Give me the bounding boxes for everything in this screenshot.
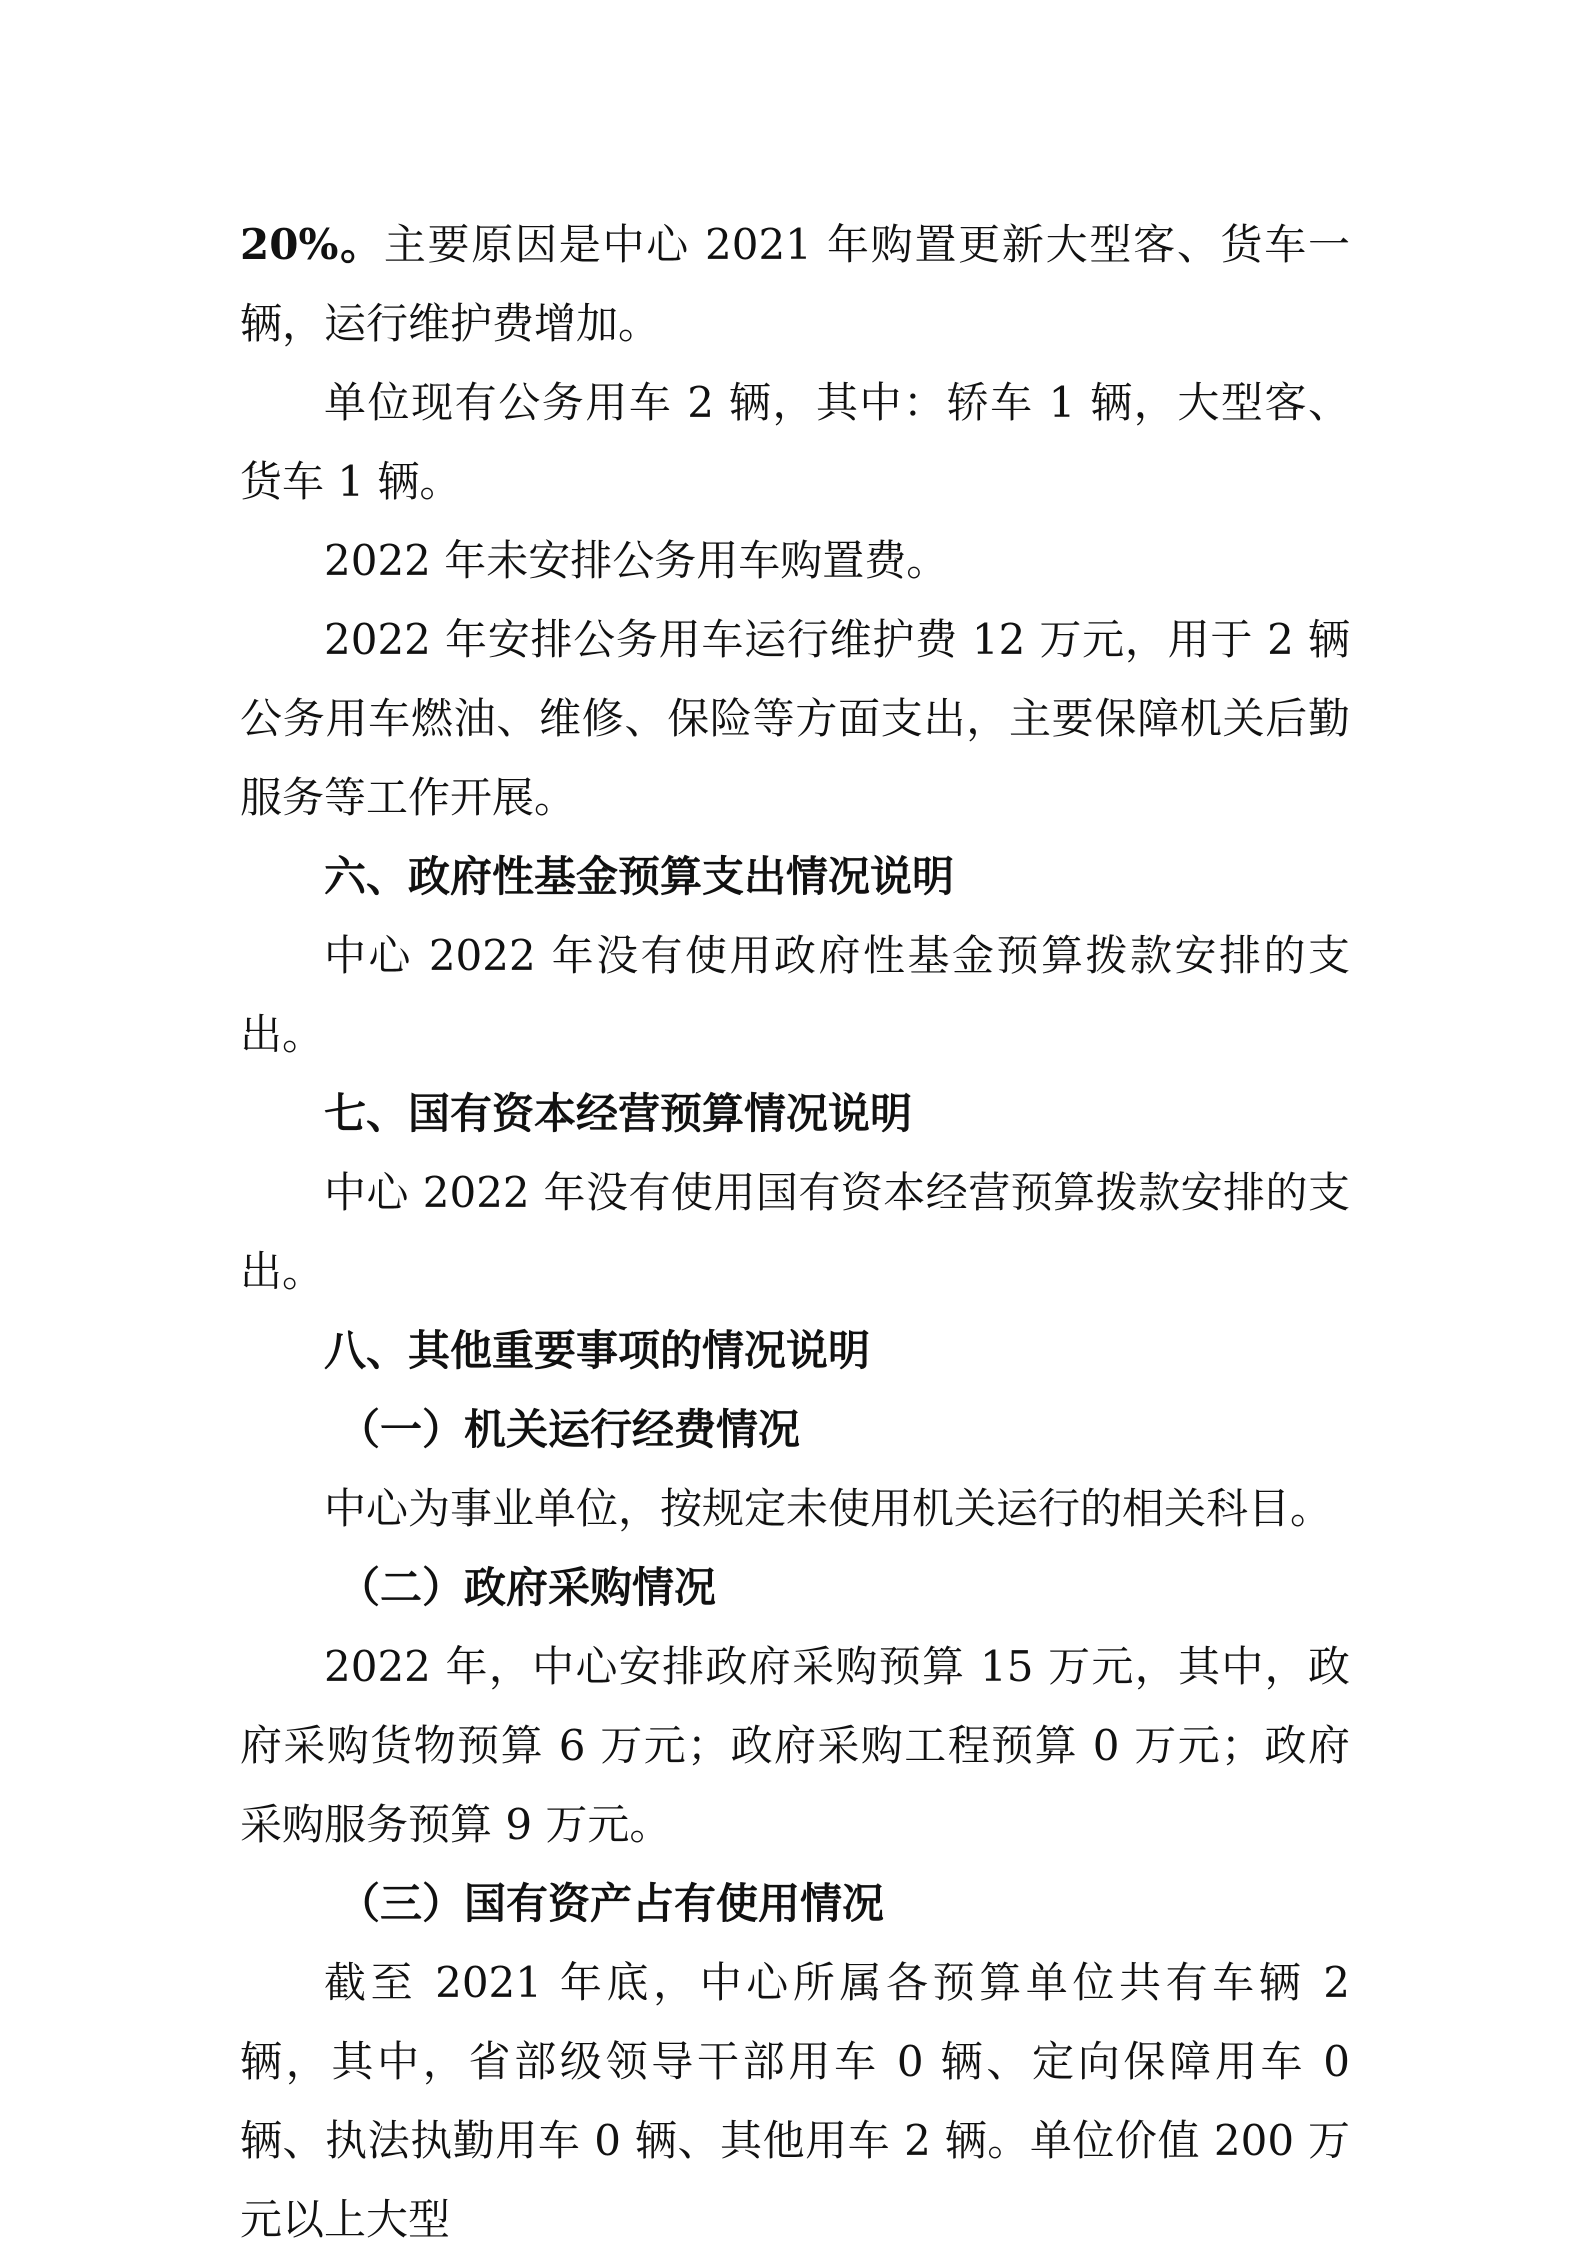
paragraph-vehicle-cost-change bbox=[240, 205, 1350, 363]
section-heading-6: 六、政府性基金预算支出情况说明 bbox=[324, 852, 955, 901]
paragraph-procurement: 2022 年，中心安排政府采购预算 15 万元，其中，政府采购货物预算 6 万元；政府采购工程预算 0 万元；政府采购服务预算 9 万元。 bbox=[240, 1642, 1350, 1849]
paragraph-vehicle-count: 单位现有公务用车 2 辆，其中：轿车 1 辆，大型客、货车 1 辆。 bbox=[240, 378, 1350, 506]
paragraph-maintenance-fee: 2022 年安排公务用车运行维护费 12 万元，用于 2 辆公务用车燃油、维修、保险等方面支出，主要保障机关后勤服务等工作开展。 bbox=[240, 615, 1350, 822]
percent-figure: 20%。 bbox=[240, 220, 384, 269]
paragraph-state-assets: 截至 2021 年底，中心所属各预算单位共有车辆 2 辆，其中，省部级领导干部用车 0 辆、定向保障用车 0 辆、执法执勤用车 0 辆、其他用车 2 辆。单位价值 200 万元以上大型 bbox=[240, 1958, 1350, 2244]
paragraph-text: 主要原因是中心 2021 年购置更新大型客、货车一辆，运行维护费增加。 bbox=[240, 220, 1351, 348]
paragraph-operating-expense: 中心为事业单位，按规定未使用机关运行的相关科目。 bbox=[324, 1484, 1333, 1533]
section-heading-8: 八、其他重要事项的情况说明 bbox=[324, 1326, 871, 1375]
document-body bbox=[240, 205, 1350, 2259]
paragraph-fund-budget: 中心 2022 年没有使用政府性基金预算拨款安排的支出。 bbox=[240, 931, 1350, 1059]
subsection-heading-3: （三）国有资产占有使用情况 bbox=[338, 1879, 885, 1928]
section-heading-7: 七、国有资本经营预算情况说明 bbox=[324, 1089, 913, 1138]
paragraph-state-capital: 中心 2022 年没有使用国有资本经营预算拨款安排的支出。 bbox=[240, 1168, 1350, 1296]
subsection-heading-1: （一）机关运行经费情况 bbox=[338, 1405, 801, 1454]
paragraph-purchase-fee: 2022 年未安排公务用车购置费。 bbox=[324, 536, 949, 585]
subsection-heading-2: （二）政府采购情况 bbox=[338, 1563, 717, 1612]
